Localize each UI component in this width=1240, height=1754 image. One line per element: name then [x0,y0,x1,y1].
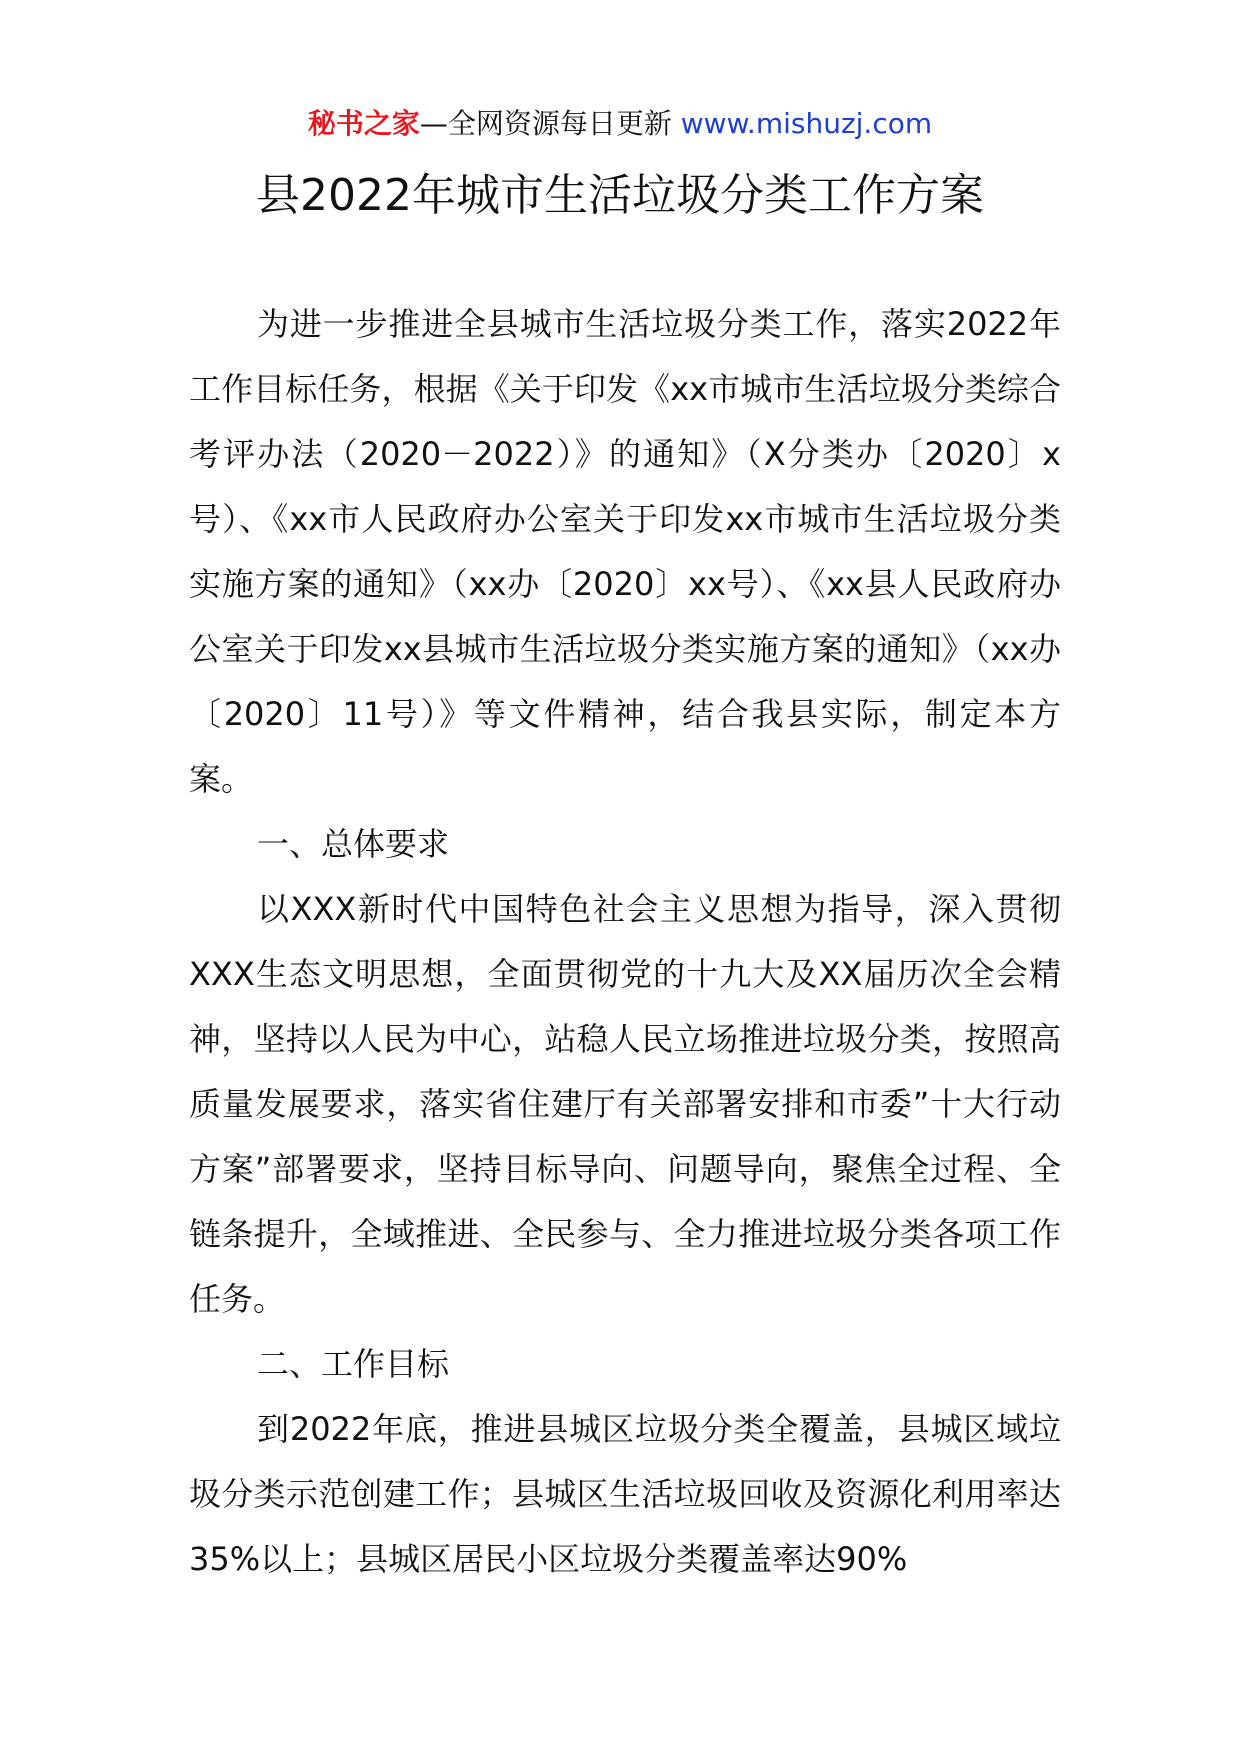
site-url-link[interactable]: www.mishuzj.com [680,107,933,140]
site-header [0,104,1240,144]
intro-paragraph: 为进一步推进全县城市生活垃圾分类工作，落实2022年工作目标任务，根据《关于印发《xx市城市生活垃圾分类综合考评办法（2020－2022）》的通知》（X分类办〔2020〕x号）、《xx市人民政府办公室关于印发xx市城市生活垃圾分类实施方案的通知》（xx办〔2020〕xx号）、《xx县人民政府办公室关于印发xx县城市生活垃圾分类实施方案的通知》（xx办〔2020〕11号）》等文件精神，结合我县实际，制定本方案。 [189,305,1061,798]
overall-requirements-paragraph: 以XXX新时代中国特色社会主义思想为指导，深入贯彻XXX生态文明思想，全面贯彻党的十九大及XX届历次全会精神，坚持以人民为中心，站稳人民立场推进垃圾分类，按照高质量发展要求，落实省住建厅有关部署安排和市委”十大行动方案”部署要求，坚持目标导向、问题导向，聚焦全过程、全链条提升，全域推进、全民参与、全力推进垃圾分类各项工作任务。 [189,890,1061,1318]
section-heading-work-goals: 二、工作目标 [257,1345,450,1383]
section-heading-overall-requirements: 一、总体要求 [257,825,450,863]
header-tagline: —全网资源每日更新 [419,107,681,140]
document-body [189,292,1061,1592]
work-goals-paragraph: 到2022年底，推进县城区垃圾分类全覆盖，县城区域垃圾分类示范创建工作；县城区生活垃圾回收及资源化利用率达35%以上；县城区居民小区垃圾分类覆盖率达90% [189,1410,1061,1578]
brand-name: 秘书之家 [307,107,420,140]
document-title: 县2022年城市生活垃圾分类工作方案 [256,170,984,221]
